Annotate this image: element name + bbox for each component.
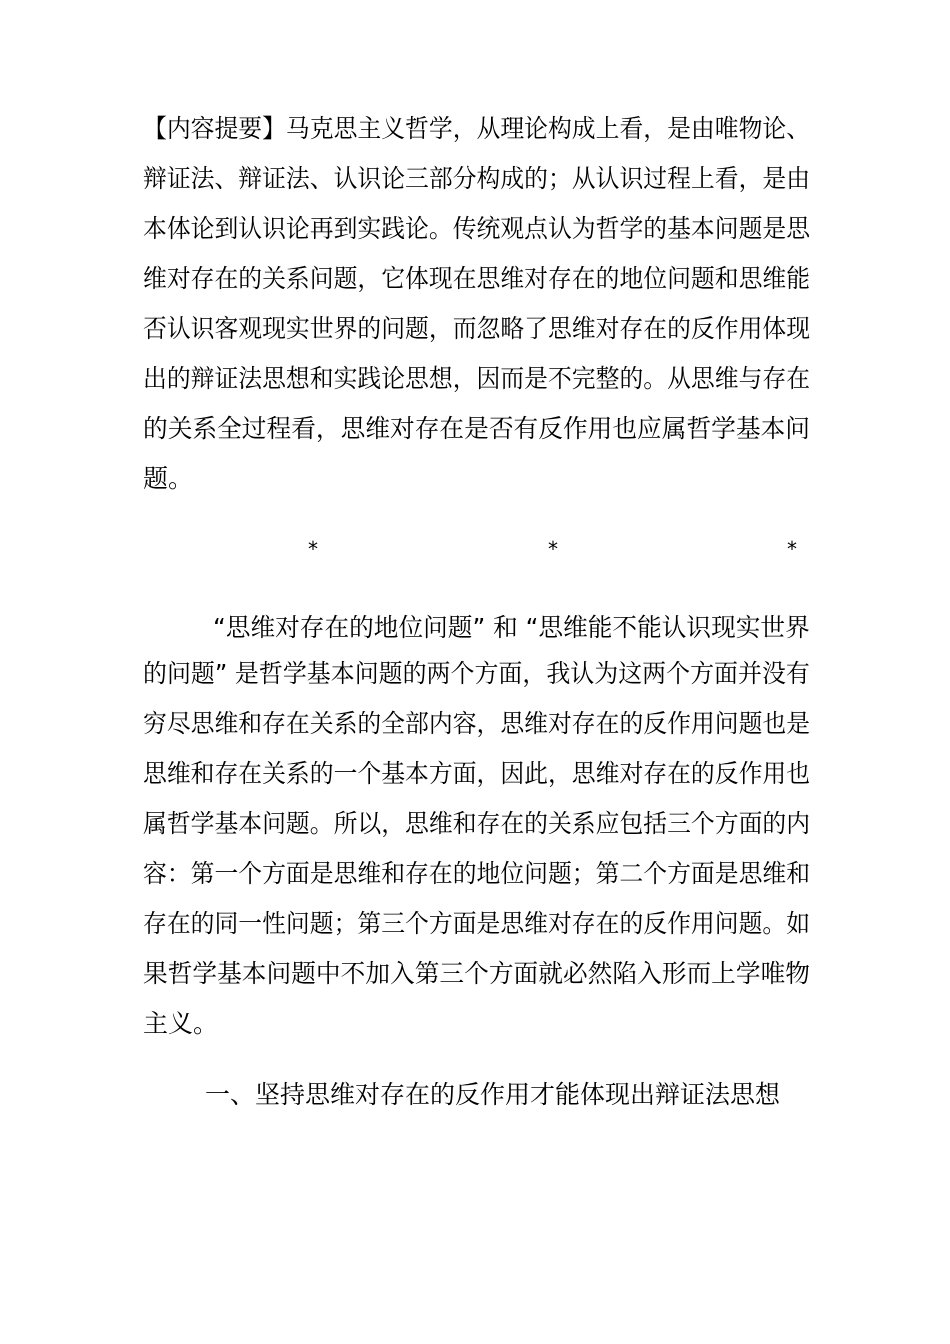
body-line: 容：第一个方面是思维和存在的地位问题；第二个方面是思维和: [143, 859, 811, 888]
abstract-line: 出的辩证法思想和实践论思想，因而是不完整的。从思维与存在: [143, 364, 811, 393]
abstract-line: 【内容提要】马克思主义哲学，从理论构成上看，是由唯物论、: [143, 114, 811, 143]
abstract-line: 辩证法、辩证法、认识论三部分构成的；从认识过程上看，是由: [143, 164, 811, 193]
body-line: 属哲学基本问题。所以，思维和存在的关系应包括三个方面的内: [143, 809, 811, 838]
separator-star: *: [548, 537, 558, 561]
abstract-line: 题。: [143, 464, 194, 493]
body-line: 果哲学基本问题中不加入第三个方面就必然陷入形而上学唯物: [143, 959, 810, 988]
separator-star: *: [308, 537, 318, 561]
abstract-line: 的关系全过程看，思维对存在是否有反作用也应属哲学基本问: [143, 414, 810, 443]
body-line: 思维和存在关系的一个基本方面，因此，思维对存在的反作用也: [143, 759, 811, 788]
body-line: 的问题” 是哲学基本问题的两个方面，我认为这两个方面并没有: [143, 659, 810, 688]
abstract-line: 本体论到认识论再到实践论。传统观点认为哲学的基本问题是思: [143, 214, 811, 243]
body-line: 主义。: [143, 1009, 219, 1038]
body-line: 存在的同一性问题；第三个方面是思维对存在的反作用问题。如: [143, 909, 811, 938]
section-heading: 一、坚持思维对存在的反作用才能体现出辩证法思想: [205, 1080, 781, 1109]
body-line: 穷尽思维和存在关系的全部内容，思维对存在的反作用问题也是: [143, 709, 811, 738]
abstract-line: 否认识客观现实世界的问题，而忽略了思维对存在的反作用体现: [143, 314, 811, 343]
abstract-line: 维对存在的关系问题，它体现在思维对存在的地位问题和思维能: [143, 264, 811, 293]
body-line: “思维对存在的地位问题” 和 “思维能不能认识现实世界: [213, 613, 810, 642]
separator-star: *: [787, 537, 797, 561]
